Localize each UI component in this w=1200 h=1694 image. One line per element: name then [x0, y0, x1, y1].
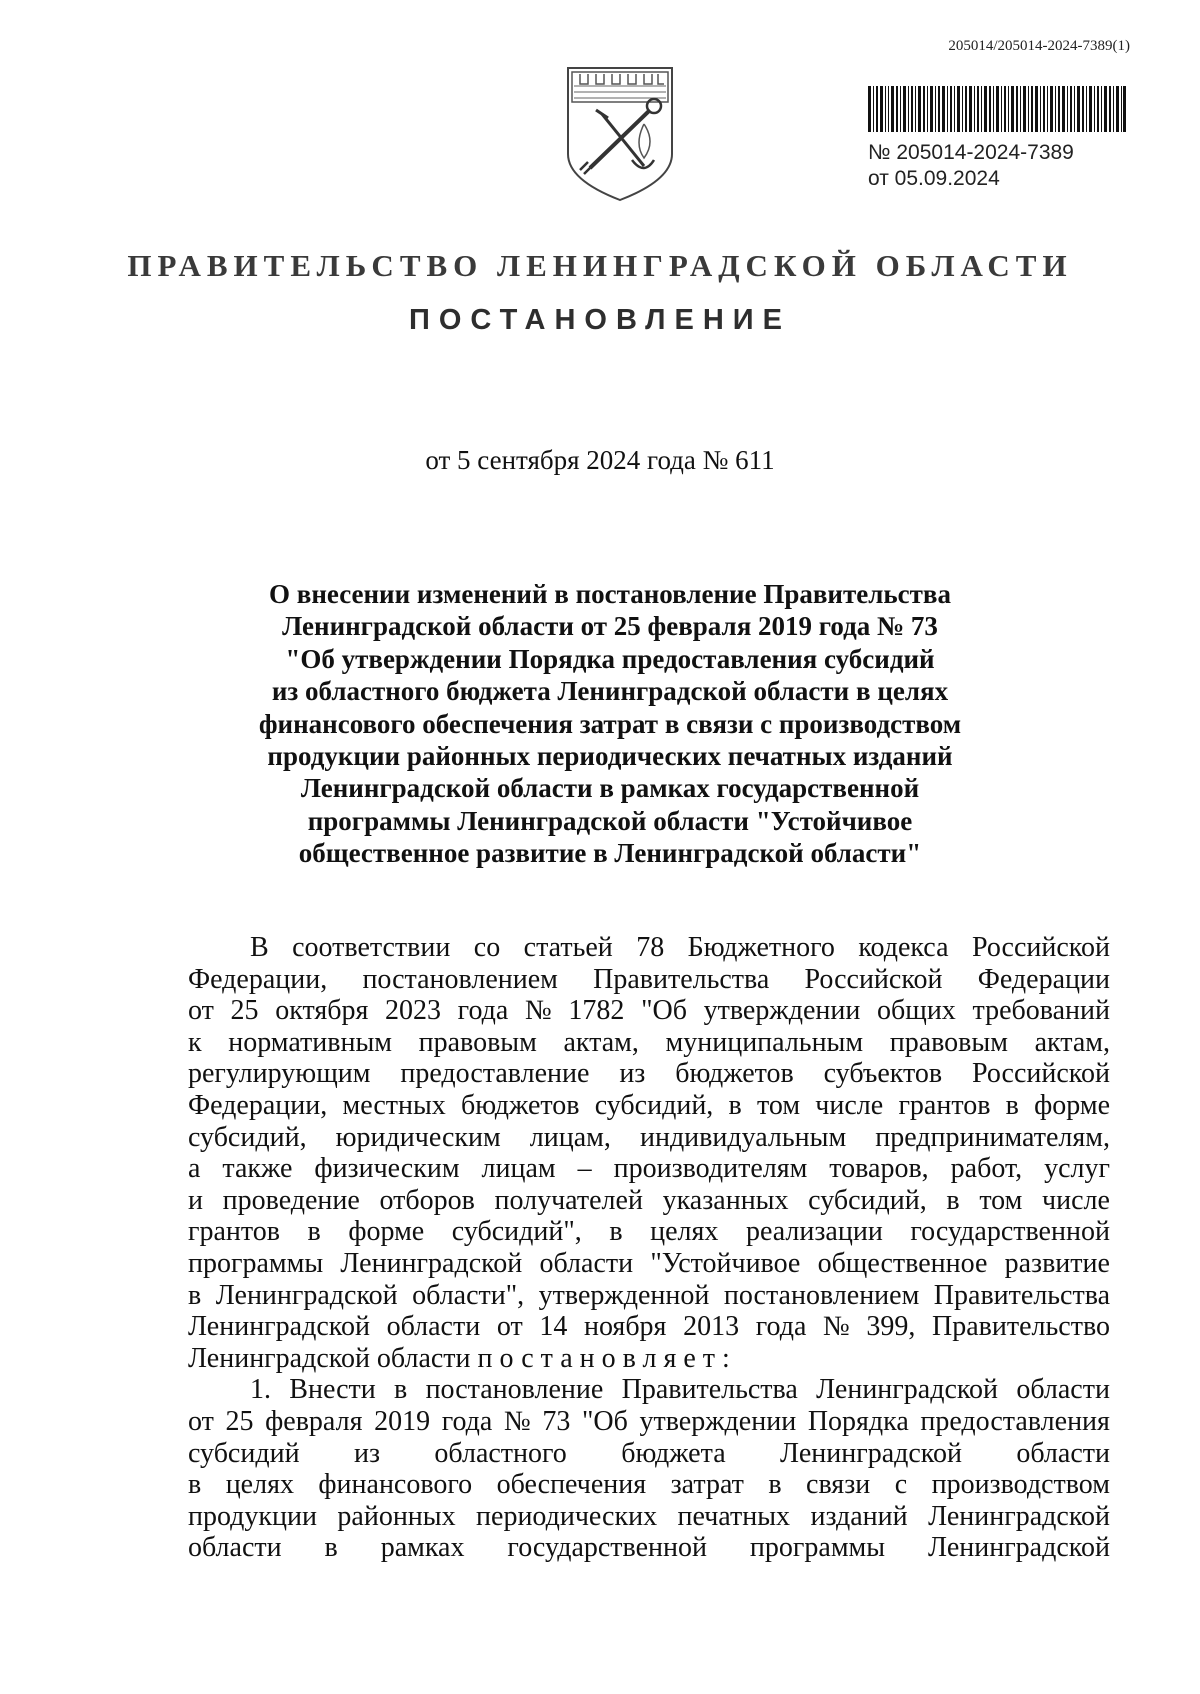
- body-word: 2023: [385, 995, 441, 1027]
- body-word: области",: [412, 1279, 525, 1311]
- body-word: Порядка: [807, 1405, 909, 1437]
- body-word: муниципальным: [665, 1026, 864, 1058]
- registration-number: № 205014-2024-7389: [868, 141, 1074, 164]
- body-word: 25: [230, 995, 259, 1027]
- body-word: субсидий",: [451, 1216, 582, 1248]
- body-word: периодических: [476, 1500, 658, 1532]
- body-word: программы: [749, 1532, 886, 1564]
- body-word: том: [757, 1089, 801, 1121]
- body-word: проведение: [222, 1184, 360, 1216]
- body-word: услуг: [1044, 1153, 1110, 1185]
- body-word: финансового: [318, 1469, 473, 1501]
- body-word: Ленинградской: [215, 1279, 398, 1311]
- subject-line: общественное развитие в Ленинградской области": [298, 838, 922, 869]
- body-word: области: [188, 1532, 282, 1564]
- body-word: от: [496, 1311, 523, 1343]
- body-word: кодекса: [858, 932, 949, 963]
- body-word: в: [307, 1216, 321, 1248]
- subject-line: продукции районных периодических печатных изданий: [267, 741, 953, 772]
- body-word: целях: [650, 1216, 719, 1248]
- body-word: а: [188, 1153, 201, 1185]
- body-word: индивидуальным: [639, 1121, 847, 1153]
- body-word: субсидий,: [808, 1184, 927, 1216]
- body-word: общих: [877, 995, 956, 1027]
- body-word: области: [1016, 1374, 1110, 1406]
- body-word: 399,: [866, 1311, 916, 1343]
- body-line: [188, 1501, 1110, 1533]
- body-word: реализации: [745, 1216, 883, 1248]
- body-word: постановлением: [362, 963, 558, 995]
- body-word: в: [728, 1089, 742, 1121]
- body-word: к: [188, 1026, 202, 1058]
- body-word: производством: [931, 1469, 1110, 1501]
- subject-line: О внесении изменений в постановление Правительства: [269, 579, 951, 609]
- body-line: [188, 1311, 1110, 1343]
- body-word: Ленинградской: [816, 1374, 999, 1406]
- body-word: с: [894, 1469, 908, 1501]
- body-word: 2019: [374, 1405, 431, 1437]
- body-word: затрат: [670, 1469, 744, 1501]
- body-word: лицам,: [529, 1121, 611, 1153]
- body-line: [188, 932, 1110, 964]
- body-line: [188, 1469, 1110, 1501]
- registration-stamp: [868, 140, 1074, 192]
- body-word: от: [188, 1405, 214, 1437]
- body-word: года: [457, 995, 509, 1027]
- body-word: указанных: [662, 1184, 789, 1216]
- body-word: в: [188, 1279, 202, 1311]
- body-word: из: [353, 1437, 381, 1469]
- body-word: числе: [1042, 1184, 1110, 1216]
- body-word: 1782: [568, 995, 625, 1027]
- body-word: 2013: [683, 1311, 740, 1343]
- body-word: утвержденной: [538, 1279, 710, 1311]
- decree-body: [188, 932, 1110, 1564]
- subject-line: финансового обеспечения затрат в связи с производством: [258, 708, 962, 739]
- body-word: требований: [972, 995, 1110, 1027]
- body-line: [188, 995, 1110, 1027]
- body-word: целях: [225, 1469, 294, 1501]
- body-word: товаров,: [829, 1153, 929, 1185]
- subject-line: из областного бюджета Ленинградской области в целях: [271, 676, 949, 707]
- body-word: в: [188, 1469, 202, 1501]
- body-word: 73: [542, 1405, 571, 1437]
- body-word: в: [1005, 1089, 1019, 1121]
- body-word: в: [609, 1216, 623, 1248]
- body-word: №: [525, 995, 552, 1027]
- body-text: Ленинградской области: [188, 1342, 471, 1374]
- body-word: отборов: [379, 1184, 475, 1216]
- body-word: в: [946, 1184, 960, 1216]
- body-word: соответствии: [292, 932, 451, 963]
- body-word: года: [441, 1405, 493, 1437]
- body-word: Российской: [971, 1058, 1110, 1090]
- body-word: Бюджетного: [687, 932, 835, 963]
- body-word: лицам: [481, 1153, 556, 1185]
- body-word: субъектов: [823, 1058, 943, 1090]
- body-word: производителям: [613, 1153, 808, 1185]
- body-word: работ,: [950, 1153, 1023, 1185]
- barcode-icon: [868, 86, 1126, 132]
- body-word: также: [222, 1153, 293, 1185]
- body-word: Российской: [804, 963, 943, 995]
- body-word: Правительства: [593, 963, 770, 995]
- body-word: области: [1016, 1437, 1110, 1469]
- body-word: №: [503, 1405, 531, 1437]
- coat-of-arms-icon: [562, 62, 678, 204]
- body-word: –: [577, 1153, 592, 1185]
- body-word: районных: [337, 1500, 456, 1532]
- body-word: предоставление: [400, 1058, 590, 1090]
- body-word: Правительство: [932, 1311, 1110, 1343]
- body-line: [188, 1058, 1110, 1090]
- body-line: [188, 1216, 1110, 1248]
- body-word: регулирующим: [188, 1058, 371, 1090]
- body-word: №: [823, 1311, 850, 1343]
- body-word: 1.: [250, 1374, 271, 1406]
- body-line: [188, 1027, 1110, 1059]
- body-line: [188, 1185, 1110, 1217]
- body-word: государственной: [507, 1532, 707, 1564]
- body-word: статьей: [523, 932, 613, 963]
- body-line: [188, 1406, 1110, 1438]
- body-word: постановлением: [723, 1279, 920, 1311]
- registration-date: от 05.09.2024: [868, 167, 1000, 190]
- body-word: Российской: [971, 932, 1110, 963]
- body-word: программы: [188, 1247, 324, 1279]
- body-word: Ленинградской: [928, 1500, 1110, 1532]
- body-word: Правительства: [933, 1279, 1110, 1311]
- body-word: том: [979, 1184, 1023, 1216]
- body-line: [188, 1248, 1110, 1280]
- body-word: предпринимателям,: [875, 1121, 1110, 1153]
- body-word: в: [394, 1374, 408, 1406]
- body-word: и: [188, 1184, 203, 1216]
- body-word: изданий: [810, 1500, 908, 1532]
- body-word: физическим: [314, 1153, 460, 1185]
- body-word: правовым: [418, 1026, 537, 1058]
- decree-date-number: от 5 сентября 2024 года № 611: [425, 445, 775, 475]
- body-word: общественное: [817, 1247, 988, 1279]
- body-word: субсидий,: [594, 1089, 714, 1121]
- body-word: Ленинградской: [780, 1437, 962, 1469]
- body-word: Федерации: [977, 963, 1110, 995]
- body-word: субсидий,: [188, 1121, 307, 1153]
- subject-line: программы Ленинградской области "Устойчивое: [307, 805, 913, 836]
- subject-line: "Об утверждении Порядка предоставления субсидий: [285, 643, 935, 674]
- body-line: [188, 1532, 1110, 1564]
- body-word: Федерации,: [188, 963, 328, 995]
- body-word: форме: [1034, 1089, 1110, 1121]
- body-line: [188, 1090, 1110, 1122]
- body-word: в: [324, 1532, 338, 1564]
- body-word: областного: [434, 1437, 567, 1469]
- body-word: предоставления: [920, 1405, 1110, 1437]
- body-word: бюджета: [621, 1437, 726, 1469]
- body-word: от: [188, 995, 214, 1027]
- body-word: печатных: [677, 1500, 791, 1532]
- body-word: бюджетов: [675, 1058, 794, 1090]
- body-word: утверждении: [639, 1405, 797, 1437]
- body-word: Внести: [289, 1374, 376, 1406]
- body-word: 25: [225, 1405, 254, 1437]
- body-word: 78: [636, 932, 665, 963]
- body-word: бюджетов: [461, 1089, 580, 1121]
- body-word: Федерации,: [188, 1089, 328, 1121]
- body-word: постановление: [425, 1374, 604, 1406]
- body-word: актам,: [1034, 1026, 1110, 1058]
- body-word: Ленинградской: [928, 1532, 1110, 1564]
- decree-subject: [230, 578, 990, 870]
- body-line: [188, 1280, 1110, 1312]
- body-word: "Об: [581, 1405, 628, 1437]
- body-word: 14: [539, 1311, 568, 1343]
- subject-line: Ленинградской области в рамках государственной: [300, 773, 920, 804]
- body-line: [188, 1122, 1110, 1154]
- body-word: актам,: [563, 1026, 639, 1058]
- body-word: области: [386, 1311, 481, 1343]
- body-line: [188, 964, 1110, 996]
- body-word: со: [473, 932, 501, 963]
- body-word: октября: [275, 995, 369, 1027]
- body-word: правовым: [889, 1026, 1008, 1058]
- body-word: в: [768, 1469, 782, 1501]
- body-word: ноября: [583, 1311, 667, 1343]
- body-word: февраля: [265, 1405, 363, 1437]
- body-word: местных: [342, 1089, 446, 1121]
- body-word: В: [250, 932, 269, 963]
- government-title: ПРАВИТЕЛЬСТВО ЛЕНИНГРАДСКОЙ ОБЛАСТИ: [127, 248, 1073, 283]
- document-type: ПОСТАНОВЛЕНИЕ: [409, 304, 791, 336]
- body-word: из: [619, 1058, 646, 1090]
- body-word: грантов: [898, 1089, 991, 1121]
- body-word: продукции: [188, 1500, 317, 1532]
- body-line: [188, 1438, 1110, 1470]
- body-word: Ленинградской: [340, 1247, 523, 1279]
- body-word: числе: [815, 1089, 884, 1121]
- resolves-word: постановляет:: [477, 1342, 737, 1374]
- body-word: государственной: [910, 1216, 1110, 1248]
- body-word: Правительства: [621, 1374, 798, 1406]
- body-word: субсидий: [188, 1437, 300, 1469]
- subject-line: Ленинградской области от 25 февраля 2019 года № 73: [282, 611, 938, 642]
- body-line: [188, 1343, 1110, 1375]
- body-word: связи: [806, 1469, 871, 1501]
- document-id: 205014/205014-2024-7389(1): [948, 38, 1130, 54]
- body-word: рамках: [380, 1532, 465, 1564]
- body-word: получателей: [494, 1184, 643, 1216]
- body-word: форме: [348, 1216, 425, 1248]
- body-word: развитие: [1004, 1247, 1110, 1279]
- body-word: грантов: [188, 1216, 280, 1248]
- body-word: обеспечения: [496, 1469, 647, 1501]
- body-word: Ленинградской: [188, 1311, 370, 1343]
- body-word: нормативным: [228, 1026, 392, 1058]
- body-word: "Устойчивое: [650, 1247, 801, 1279]
- body-line: [188, 1153, 1110, 1185]
- body-word: года: [755, 1311, 807, 1343]
- body-word: утверждении: [703, 995, 861, 1027]
- body-word: области: [539, 1247, 634, 1279]
- body-line: [188, 1374, 1110, 1406]
- body-word: "Об: [641, 995, 687, 1027]
- body-word: юридическим: [335, 1121, 501, 1153]
